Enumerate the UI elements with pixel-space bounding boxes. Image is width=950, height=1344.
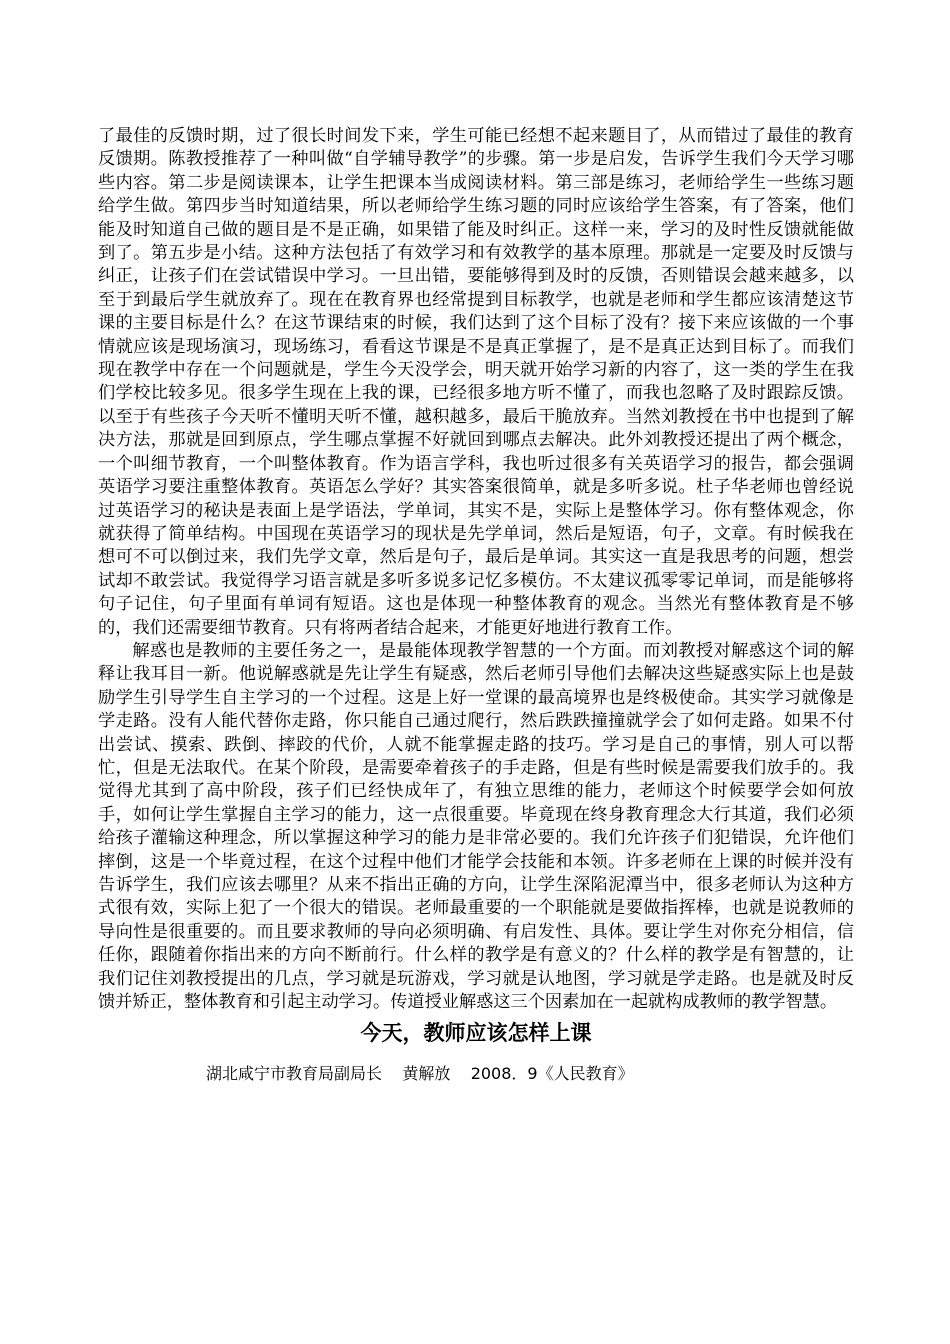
document-page	[98, 125, 854, 1086]
article-title: 今天，教师应该怎样上课	[360, 1021, 592, 1046]
body-paragraph: 解惑也是教师的主要任务之一，是最能体现教学智慧的一个方面。而刘教授对解惑这个词的解释让我耳目一新。他说解惑就是先让学生有疑惑，然后老师引导他们去解决这些疑惑实际上也是鼓励学生引导学生自主学习的一个过程。这是上好一堂课的最高境界也是终极使命。其实学习就像是学走路。没有人能代替你走路，你只能自己通过爬行，然后跌跌撞撞就学会了如何走路。如果不付出尝试、摸索、跌倒、摔跤的代价，人就不能掌握走路的技巧。学习是自己的事情，别人可以帮忙，但是无法取代。在某个阶段，是需要牵着孩子的手走路，但是有些时候是需要我们放手的。我觉得尤其到了高中阶段，孩子们已经快成年了，有独立思维的能力，老师这个时候要学会如何放手，如何让学生掌握自主学习的能力，这一点很重要。毕竟现在终身教育理念大行其道，我们必须给孩子灌输这种理念，所以掌握这种学习的能力是非常必要的。我们允许孩子们犯错误，允许他们摔倒，这是一个毕竟过程，在这个过程中他们才能学会技能和本领。许多老师在上课的时候并没有告诉学生，我们应该去哪里？从来不指出正确的方向，让学生深陷泥潭当中，很多老师认为这种方式很有效，实际上犯了一个很大的错误。老师最重要的一个职能就是要做指挥棒，也就是说教师的导向性是很重要的。而且要求教师的导向必须明确、有启发性、具体。要让学生对你充分相信，信任你，跟随着你指出来的方向不断前行。什么样的教学是有意义的？什么样的教学是有智慧的，让我们记住刘教授提出的几点，学习就是玩游戏，学习就是认地图，学习就是学走路。也是就及时反馈并矫正，整体教育和引起主动学习。传道授业解惑这三个因素加在一起就构成教师的教学智慧。	[98, 640, 854, 1013]
article-byline: 湖北咸宁市教育局副局长 黄解放 2008．9《人民教育》	[206, 1064, 634, 1084]
body-paragraph: 了最佳的反馈时期，过了很长时间发下来，学生可能已经想不起来题目了，从而错过了最佳的教育反馈期。陈教授推荐了一种叫做“自学辅导教学”的步骤。第一步是启发，告诉学生我们今天学习哪些内容。第二步是阅读课本，让学生把课本当成阅读材料。第三部是练习，老师给学生一些练习题给学生做。第四步当时知道结果，所以老师给学生练习题的同时应该给学生答案，有了答案，他们能及时知道自己做的题目是不是正确，如果错了能及时纠正。这样一来，学习的及时性反馈就能做到了。第五步是小结。这种方法包括了有效学习和有效教学的基本原理。那就是一定要及时反馈与纠正，让孩子们在尝试错误中学习。一旦出错，要能够得到及时的反馈，否则错误会越来越多，以至于到最后学生就放弃了。现在在教育界也经常提到目标教学，也就是老师和学生都应该清楚这节课的主要目标是什么？在这节课结束的时候，我们达到了这个目标了没有？接下来应该做的一个事情就应该是现场演习，现场练习，看看这节课是不是真正掌握了，是不是真正达到目标了。而我们现在教学中存在一个问题就是，学生今天没学会，明天就开始学习新的内容了，这一类的学生在我们学校比较多见。很多学生现在上我的课，已经很多地方听不懂了，而我也忽略了及时跟踪反馈。以至于有些孩子今天听不懂明天听不懂，越积越多，最后干脆放弃。当然刘教授在书中也提到了解决方法，那就是回到原点，学生哪点掌握不好就回到哪点去解决。此外刘教授还提出了两个概念，一个叫细节教育，一个叫整体教育。作为语言学科，我也听过很多有关英语学习的报告，都会强调英语学习要注重整体教育。英语怎么学好？其实答案很简单，就是多听多说。杜子华老师也曾经说过英语学习的秘诀是表面上是学语法，学单词，其实不是，实际上是整体学习。你有整体观念，你就获得了简单结构。中国现在英语学习的现状是先学单词，然后是短语，句子，文章。有时候我在想可不可以倒过来，我们先学文章，然后是句子，最后是单词。其实这一直是我思考的问题，想尝试却不敢尝试。我觉得学习语言就是多听多说多记忆多模仿。不太建议孤零零记单词，而是能够将句子记住，句子里面有单词有短语。这也是体现一种整体教育的观念。当然光有整体教育是不够的，我们还需要细节教育。只有将两者结合起来，才能更好地进行教育工作。	[98, 126, 854, 638]
